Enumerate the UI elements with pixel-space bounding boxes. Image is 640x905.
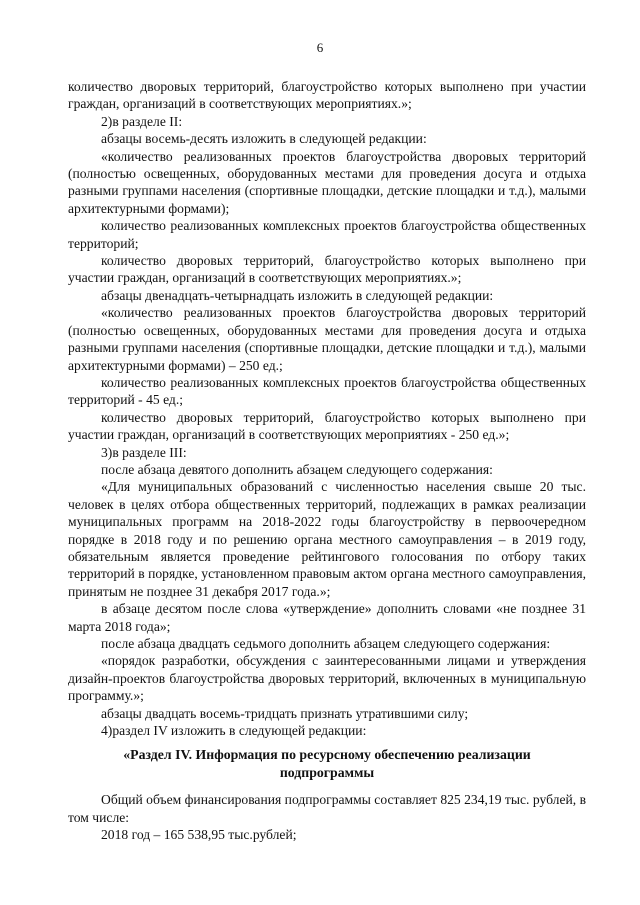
paragraph: количество дворовых территорий, благоустройство которых выполнено при участии граждан, организаций в соответствующих мероприятиях - 250 ед.»; — [68, 409, 586, 443]
list-item-4: 4)раздел IV изложить в следующей редакции: — [101, 723, 367, 739]
paragraph: «порядок разработки, обсуждения с заинтересованными лицами и утверждения дизайн-проектов благоустройства дворовых территорий, включенных в муниципальную программу.»; — [68, 653, 586, 704]
page-number: 6 — [316, 40, 324, 55]
paragraph: «количество реализованных проектов благоустройства дворовых территорий (полностью освещенных, оборудованных местами для проведения досуга и отдыха разными группами населения (спортивные площадки, детские площадки и т.д.), малыми архитектурными формами) – 250 ед.; — [68, 305, 586, 373]
paragraph: количество дворовых территорий, благоустройство которых выполнено при участии граждан, организаций в соответствующих мероприятиях.»; — [68, 79, 586, 112]
paragraph: 2018 год – 165 538,95 тыс.рублей; — [101, 827, 297, 843]
paragraph: количество реализованных комплексных проектов благоустройства общественных территорий; — [68, 218, 586, 251]
paragraph: «количество реализованных проектов благоустройства дворовых территорий (полностью освещенных, оборудованных местами для проведения досуга и отдыха разными группами населения (спортивные площадки, детские площадки и т.д.), малыми архитектурными формами); — [68, 148, 586, 216]
paragraph: «Для муниципальных образований с численностью населения свыше 20 тыс. человек в целях отбора общественных территорий, подлежащих в рамках реализации муниципальных программ на 2018-2022 годы благоустройству в первоочередном порядке в 2018 году и по решению органа местного самоуправления – в 2019 году, обязательным является проведение рейтингового голосования по отбору таких территорий в порядке, установленном правовым актом органа местного самоуправления, принятым не позднее 31 декабря 2017 года.»; — [68, 479, 586, 599]
paragraph: абзацы двадцать восемь-тридцать признать утратившими силу; — [101, 705, 469, 721]
document-body — [68, 78, 586, 843]
section-title: «Раздел IV. Информация по ресурсному обеспечению реализации подпрограммы — [123, 747, 531, 780]
paragraph: Общий объем финансирования подпрограммы составляет 825 234,19 тыс. рублей, в том числе: — [68, 792, 586, 825]
list-item-3: 3)в разделе III: — [101, 444, 187, 460]
list-item-2: 2)в разделе II: — [101, 113, 183, 129]
paragraph: после абзаца девятого дополнить абзацем следующего содержания: — [101, 461, 493, 477]
paragraph: абзацы двенадцать-четырнадцать изложить в следующей редакции: — [101, 287, 494, 303]
paragraph: в абзаце десятом после слова «утверждение» дополнить словами «не позднее 31 марта 2018 года»; — [68, 601, 586, 634]
paragraph: количество дворовых территорий, благоустройство которых выполнено при участии граждан, организаций в соответствующих мероприятиях.»; — [68, 253, 586, 286]
paragraph: после абзаца двадцать седьмого дополнить абзацем следующего содержания: — [101, 636, 551, 651]
paragraph: абзацы восемь-десять изложить в следующей редакции: — [101, 131, 427, 147]
paragraph: количество реализованных комплексных проектов благоустройства общественных территорий - 45 ед.; — [68, 374, 586, 408]
